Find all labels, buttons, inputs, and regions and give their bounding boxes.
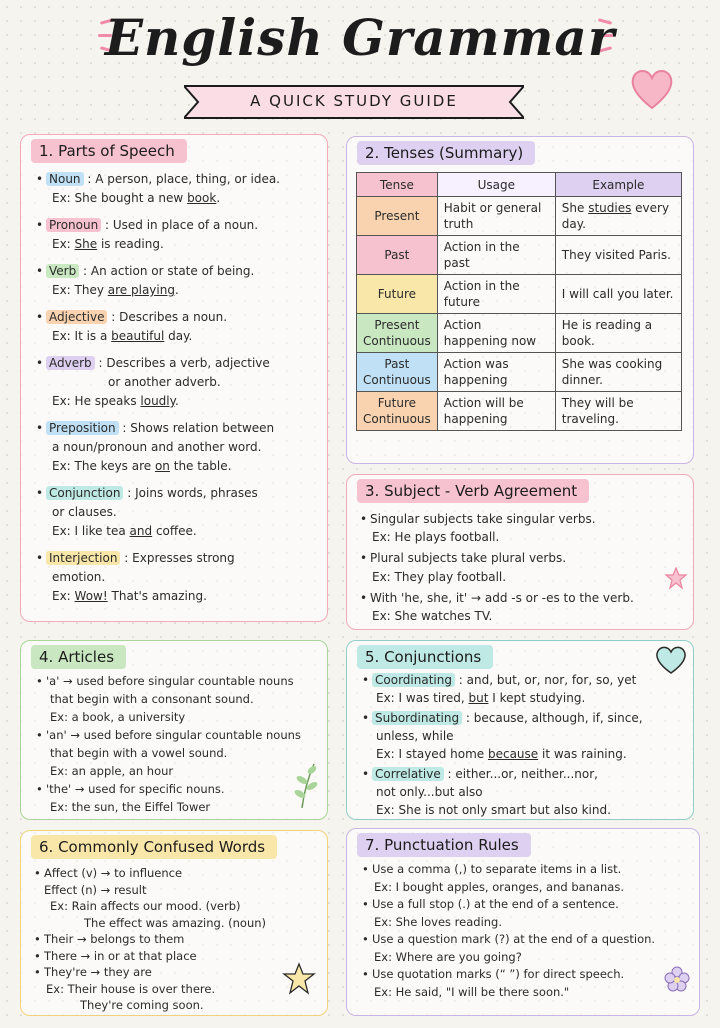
- example-text: Ex: He plays football.: [372, 530, 500, 544]
- rule-text: • 'the' → used for specific nouns.: [46, 782, 225, 797]
- subtitle: A QUICK STUDY GUIDE: [250, 92, 458, 110]
- rule-text: • With 'he, she, it' → add -s or -es to the verb.: [370, 591, 634, 606]
- term-label: Interjection: [46, 551, 120, 565]
- example-prefix: Ex: She is not only smart but also kind.: [376, 803, 611, 817]
- example-text: [52, 329, 192, 344]
- term-line: [46, 551, 235, 566]
- example-prefix: She: [561, 201, 589, 215]
- example-suffix: coffee.: [152, 524, 197, 538]
- example-prefix: They visited Paris.: [561, 248, 671, 262]
- usage-cell: Action in the future: [437, 275, 555, 314]
- section-heading: 3. Subject - Verb Agreement: [357, 479, 589, 503]
- rule-text: • 'an' → used before singular countable nouns: [46, 728, 301, 743]
- example-text: Ex: Where are you going?: [374, 949, 522, 964]
- term-definition: : Joins words, phrases: [123, 486, 258, 500]
- section-heading: 4. Articles: [31, 645, 126, 669]
- tense-cell: Future Continuous: [357, 392, 438, 431]
- term-definition-cont: or clauses.: [52, 505, 117, 519]
- term-label: Subordinating: [372, 711, 462, 725]
- example-text: Ex: I bought apples, oranges, and bananas.: [374, 879, 624, 894]
- example-highlight: are playing: [107, 283, 175, 297]
- table-row: [357, 275, 682, 314]
- rule-text: • Use a full stop (.) at the end of a sentence.: [372, 897, 619, 912]
- table-row: [357, 392, 682, 431]
- example-text: [52, 283, 179, 298]
- term-definition: : Shows relation between: [118, 421, 275, 435]
- word-text: The effect was amazing. (noun): [84, 915, 267, 930]
- rule-text: that begin with a vowel sound.: [50, 746, 228, 760]
- example-text: Ex: Their house is over there.: [46, 981, 216, 996]
- term-label: Coordinating: [372, 673, 455, 687]
- example-cell: [555, 236, 681, 275]
- example-highlight: on: [154, 459, 170, 473]
- term-line: [372, 711, 643, 726]
- rule-text: • Use quotation marks (“ ”) for direct speech.: [372, 967, 624, 982]
- example-suffix: .: [175, 394, 179, 408]
- rule-text: • Use a comma (,) to separate items in a list.: [372, 862, 621, 877]
- example-text: Ex: They play football.: [372, 570, 507, 584]
- term-definition-cont: not only...but also: [376, 785, 483, 799]
- word-text: • There → in or at that place: [44, 949, 197, 964]
- subtitle-banner: [184, 84, 524, 120]
- term-label: Noun: [46, 172, 84, 186]
- section-heading: 6. Commonly Confused Words: [31, 835, 277, 859]
- term-line: [46, 486, 258, 501]
- example-prefix: Ex: I was tired,: [376, 691, 469, 705]
- usage-cell: Action in the past: [437, 236, 555, 275]
- example-prefix: Ex: The keys are: [52, 459, 155, 473]
- tense-cell: Present Continuous: [357, 314, 438, 353]
- word-text: Effect (n) → result: [44, 882, 147, 897]
- term-definition-cont: emotion.: [52, 570, 106, 584]
- example-text: [376, 691, 585, 706]
- term-label: Preposition: [46, 421, 119, 435]
- example-prefix: Ex: It is a: [52, 329, 112, 343]
- example-text: [52, 459, 231, 474]
- example-prefix: I will call you later.: [561, 287, 674, 301]
- star-icon: [664, 566, 688, 590]
- example-prefix: Ex: I stayed home: [376, 747, 488, 761]
- term-line: [46, 218, 258, 233]
- example-text: [376, 747, 627, 762]
- term-label: Adjective: [46, 310, 107, 324]
- term-definition: : because, although, if, since,: [462, 711, 643, 725]
- term-label: Pronoun: [46, 218, 101, 232]
- term-definition: : Expresses strong: [120, 551, 235, 565]
- example-text: [52, 394, 179, 409]
- example-suffix: every day.: [561, 201, 670, 231]
- term-definition: : Describes a verb, adjective: [94, 356, 270, 370]
- example-prefix: He is reading a book.: [561, 318, 653, 348]
- example-text: Ex: the sun, the Eiffel Tower: [50, 800, 211, 814]
- example-text: Ex: He said, "I will be there soon.": [374, 984, 570, 999]
- example-text: [52, 524, 197, 539]
- table-header: Example: [555, 173, 681, 197]
- rule-text: • Singular subjects take singular verbs.: [370, 512, 596, 527]
- term-line: [46, 421, 274, 436]
- term-definition-cont: unless, while: [376, 729, 454, 743]
- table-row: [357, 197, 682, 236]
- example-highlight: beautiful: [111, 329, 165, 343]
- rule-text: • 'a' → used before singular countable nouns: [46, 674, 294, 689]
- usage-cell: Habit or general truth: [437, 197, 555, 236]
- example-suffix: the table.: [169, 459, 232, 473]
- example-suffix: .: [216, 191, 221, 205]
- table-header: Usage: [437, 173, 555, 197]
- example-highlight: studies: [588, 201, 632, 215]
- term-label: Adverb: [46, 356, 95, 370]
- term-definition: : An action or state of being.: [79, 264, 255, 278]
- term-definition: : Used in place of a noun.: [101, 218, 259, 232]
- term-label: Correlative: [372, 767, 444, 781]
- tense-cell: Past Continuous: [357, 353, 438, 392]
- example-suffix: I kept studying.: [488, 691, 586, 705]
- tense-cell: Present: [357, 197, 438, 236]
- term-definition-cont: a noun/pronoun and another word.: [52, 440, 262, 454]
- word-text: • They're → they are: [44, 965, 152, 980]
- example-prefix: Ex: She bought a new: [52, 191, 188, 205]
- heart-icon: [628, 66, 676, 112]
- term-line: [46, 356, 270, 371]
- example-cell: [555, 275, 681, 314]
- example-suffix: That's amazing.: [107, 589, 207, 603]
- section-heading: 2. Tenses (Summary): [357, 141, 535, 165]
- example-highlight: Wow!: [74, 589, 108, 603]
- example-text: [376, 803, 611, 818]
- term-definition-cont: or another adverb.: [108, 375, 221, 389]
- example-highlight: She: [74, 237, 98, 251]
- term-definition: : either...or, neither...nor,: [443, 767, 598, 781]
- example-prefix: Ex: I like tea: [52, 524, 130, 538]
- term-definition: : A person, place, thing, or idea.: [83, 172, 280, 186]
- table-row: [357, 353, 682, 392]
- table-header: Tense: [357, 173, 438, 197]
- example-cell: [555, 353, 681, 392]
- example-cell: [555, 314, 681, 353]
- example-prefix: They will be traveling.: [561, 396, 634, 426]
- word-text: • Their → belongs to them: [44, 932, 184, 947]
- tense-cell: Future: [357, 275, 438, 314]
- example-prefix: Ex: He speaks: [52, 394, 141, 408]
- flower-icon: [664, 966, 690, 992]
- usage-cell: Action was happening: [437, 353, 555, 392]
- tense-cell: Past: [357, 236, 438, 275]
- term-definition: : Describes a noun.: [107, 310, 228, 324]
- example-highlight: because: [487, 747, 539, 761]
- example-cell: [555, 197, 681, 236]
- example-text: [52, 191, 220, 206]
- example-text: Ex: an apple, an hour: [50, 764, 174, 778]
- word-text: They're coming soon.: [80, 998, 204, 1012]
- term-label: Conjunction: [46, 486, 123, 500]
- star-icon: [282, 962, 316, 996]
- example-suffix: .: [174, 283, 179, 297]
- term-line: [46, 310, 227, 325]
- example-text: Ex: She watches TV.: [372, 609, 493, 623]
- example-suffix: it was raining.: [538, 747, 627, 761]
- term-line: [46, 264, 254, 279]
- table-row: [357, 236, 682, 275]
- rule-text: that begin with a consonant sound.: [50, 692, 254, 706]
- example-highlight: book: [187, 191, 217, 205]
- section-heading: 7. Punctuation Rules: [357, 833, 531, 857]
- rule-text: • Use a question mark (?) at the end of a question.: [372, 932, 655, 947]
- leaf-icon: [290, 760, 320, 810]
- example-text: [52, 237, 164, 252]
- word-text: • Affect (v) → to influence: [44, 866, 182, 881]
- example-text: Ex: Rain affects our mood. (verb): [50, 899, 241, 913]
- example-prefix: She was cooking dinner.: [561, 357, 663, 387]
- table-row: [357, 314, 682, 353]
- example-text: Ex: She loves reading.: [374, 914, 503, 929]
- example-text: [52, 589, 207, 604]
- example-cell: [555, 392, 681, 431]
- example-prefix: Ex:: [52, 589, 75, 603]
- term-line: [372, 673, 636, 688]
- example-text: Ex: a book, a university: [50, 710, 186, 724]
- rule-text: • Plural subjects take plural verbs.: [370, 551, 566, 566]
- example-highlight: loudly: [140, 394, 176, 408]
- heart-icon: [654, 644, 688, 676]
- term-line: [46, 172, 280, 187]
- usage-cell: Action will be happening: [437, 392, 555, 431]
- example-prefix: Ex: They: [52, 283, 108, 297]
- usage-cell: Action happening now: [437, 314, 555, 353]
- example-suffix: day.: [164, 329, 193, 343]
- page-title: English Grammar: [104, 8, 616, 67]
- example-highlight: and: [129, 524, 153, 538]
- term-label: Verb: [46, 264, 79, 278]
- tenses-table: [356, 172, 682, 431]
- example-prefix: Ex:: [52, 237, 75, 251]
- section-heading: 1. Parts of Speech: [31, 139, 187, 163]
- term-line: [372, 767, 598, 782]
- term-definition: : and, but, or, nor, for, so, yet: [454, 673, 637, 687]
- section-heading: 5. Conjunctions: [357, 645, 493, 669]
- example-highlight: but: [468, 691, 489, 705]
- example-suffix: is reading.: [97, 237, 164, 251]
